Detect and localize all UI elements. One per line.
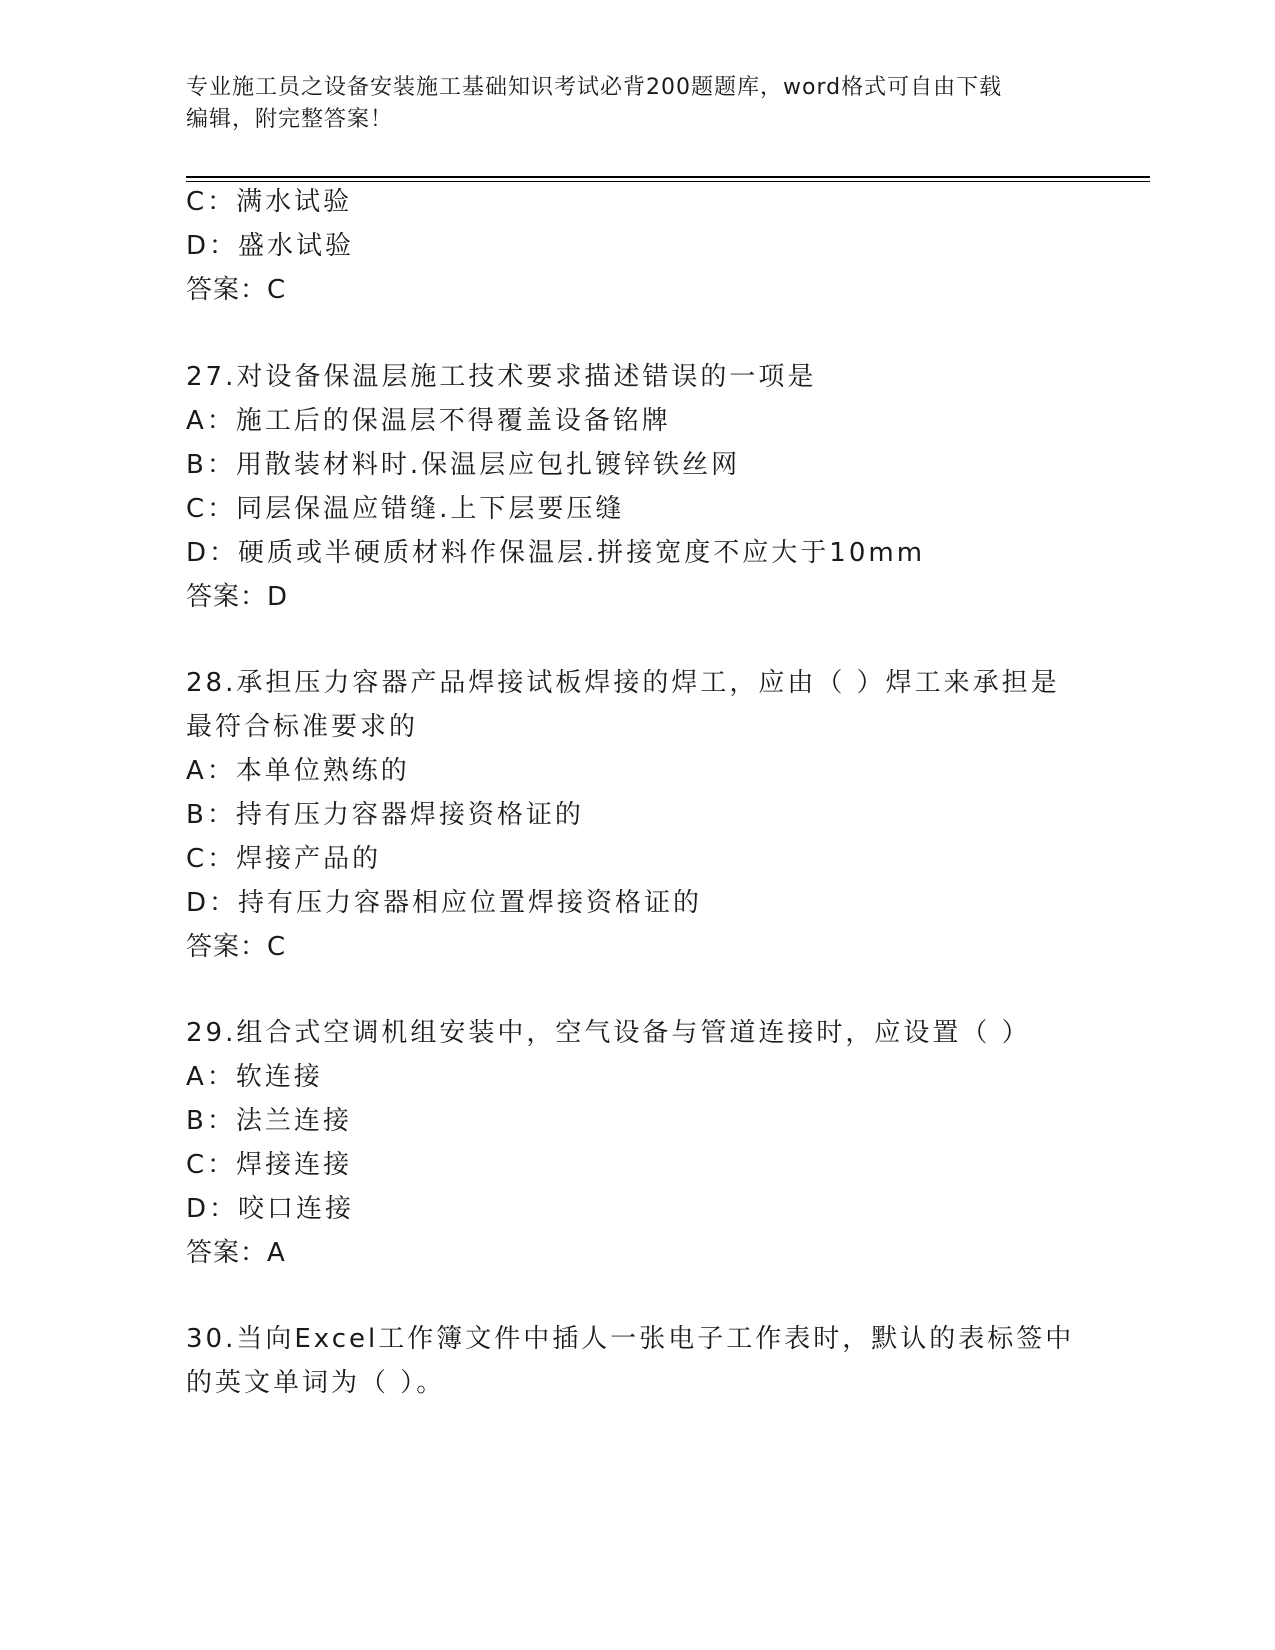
question-28-continued: 最符合标准要求的 [186, 712, 419, 742]
option-a: A：本单位熟练的 [186, 756, 410, 786]
option-b: B：持有压力容器焊接资格证的 [186, 800, 584, 830]
question-30: 30.当向Excel工作簿文件中插人一张电子工作表时，默认的表标签中 [186, 1324, 1075, 1354]
option-a: A：施工后的保温层不得覆盖设备铭牌 [186, 406, 671, 436]
option-c: C：同层保温应错缝.上下层要压缝 [186, 494, 625, 524]
option-c: C：焊接连接 [186, 1150, 353, 1180]
option-b: B：用散装材料时.保温层应包扎镀锌铁丝网 [186, 450, 741, 480]
answer-line: 答案：A [186, 1238, 286, 1268]
header-title-line-1: 专业施工员之设备安装施工基础知识考试必背200题题库，word格式可自由下载 [186, 75, 1003, 100]
question-28: 28.承担压力容器产品焊接试板焊接的焊工，应由（ ）焊工来承担是 [186, 668, 1060, 698]
document-header [186, 72, 1066, 136]
header-divider-thick [186, 176, 1150, 178]
option-b: B：法兰连接 [186, 1106, 352, 1136]
option-d: D：持有压力容器相应位置焊接资格证的 [186, 888, 703, 918]
option-c: C：满水试验 [186, 187, 353, 217]
option-d: D：盛水试验 [186, 231, 355, 261]
option-d: D：咬口连接 [186, 1194, 355, 1224]
option-c: C：焊接产品的 [186, 844, 382, 874]
header-divider-thin [186, 181, 1150, 182]
question-29: 29.组合式空调机组安装中，空气设备与管道连接时，应设置（ ） [186, 1018, 1031, 1048]
question-27: 27.对设备保温层施工技术要求描述错误的一项是 [186, 362, 817, 392]
option-a: A：软连接 [186, 1062, 323, 1092]
question-30-continued: 的英文单词为（ ）。 [186, 1368, 446, 1398]
header-title-line-2: 编辑，附完整答案！ [186, 107, 394, 132]
answer-line: 答案：D [186, 582, 289, 612]
option-d: D：硬质或半硬质材料作保温层.拼接宽度不应大于10mm [186, 538, 926, 568]
answer-line: 答案：C [186, 932, 287, 962]
answer-line: 答案：C [186, 275, 287, 305]
